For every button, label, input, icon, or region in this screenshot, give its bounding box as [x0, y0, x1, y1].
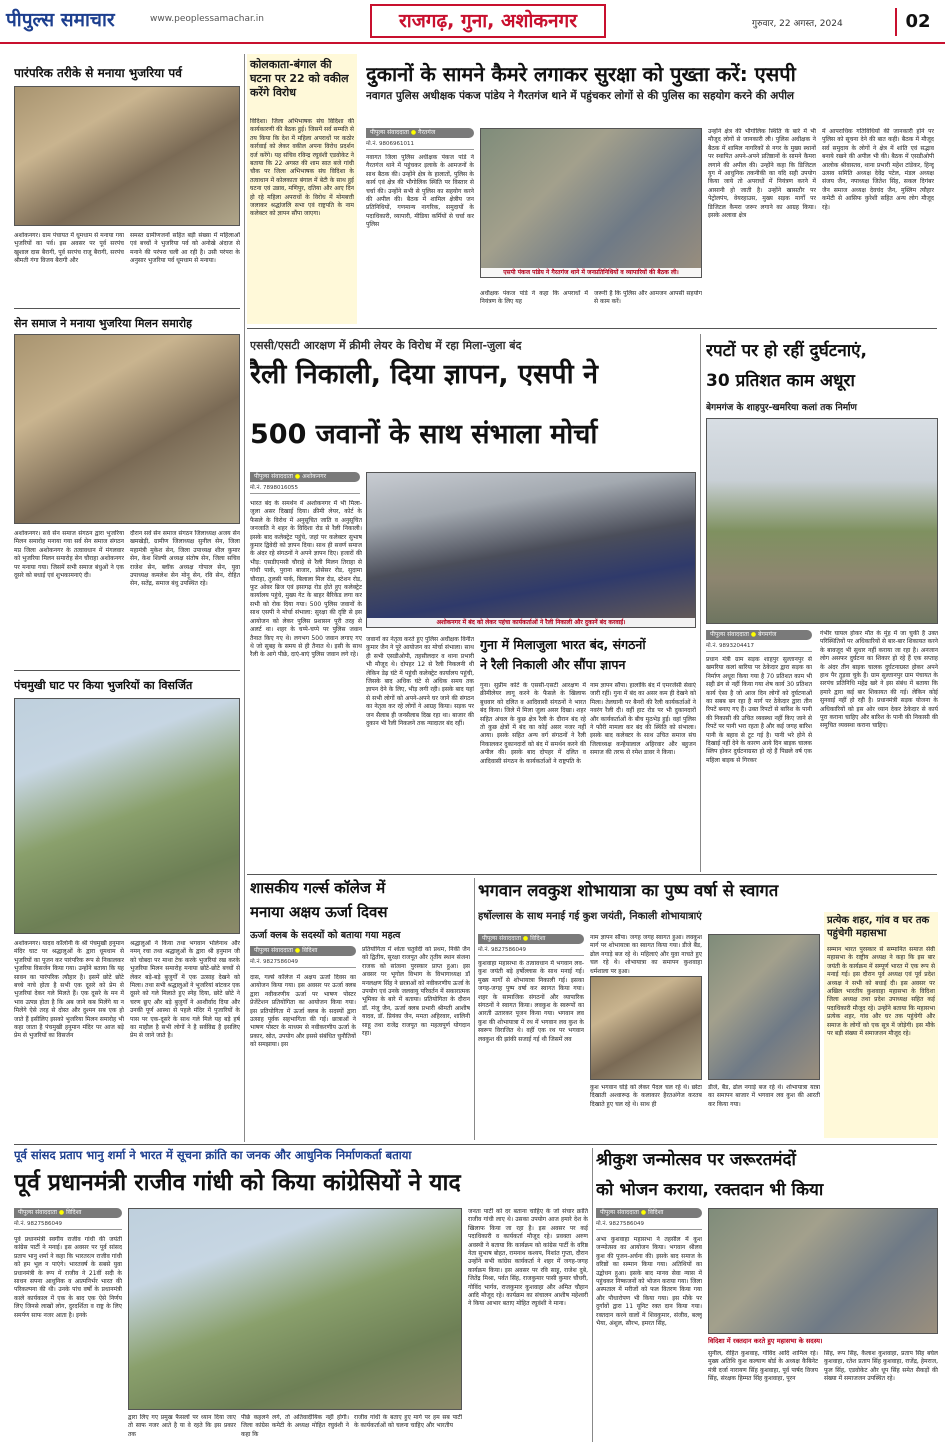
text-shrikush-col1: अभा कुशवाहा महासभा ने तहसील में कुश जन्मोत्सव का आयोजन किया। भगवान श्रीलव कुश की पूजन-अर्चना की। इसके बाद समाज के वरिष्ठों का सम्मान किया गया। अतिथियों का उद्बोधन हुआ। इसके बाद मानव सेवा न्यास में पहुंचकर निष्कजनों को भोजन कराया गया। जिला अस्पताल में मरीजों को फल वितरण किया गया और पौधारोपण भी किया गया। इस मौके पर दुर्गांवों द्वारा 11 यूनिट रक्त दान किया गया। रक्तदान करने वालों में शिवकुमार, संजीव, बल्लू भैया, अंशुल, सौरभ, इमरत सिंह, [596, 1236, 702, 1328]
photo-rajiv-tribute [128, 1208, 462, 1410]
subhead-sp: नवागत पुलिस अधीक्षक पंकज पांडेय ने गैरतगंज थाने में पहुंचकर लोगों से की पुलिस का सहयोग करने की अपील [366, 90, 795, 102]
text-rapte-col1: प्रधान मंत्री ग्राम सड़क शाहपुर सुल्तानपुर से खमरिया कलां बारिया पर ठेकेदार द्वारा सड़क का निर्माण अधूरा किया गया है 70 प्रतिशत काम भी सही ढंग से नहीं किया गया शेष कार्य 30 प्रतिशत कार्य ऐसा है जो आज दिन लोगों को दुर्घटनाओं का सबब बन रहा है मार्ग पर ठेकेदार द्वारा तीन रिपटें बनाए गए हैं। उक्त रिपटों से बारिश के पानी की निकासी की उचित व्यवस्था नहीं किए जाने से रिपटें पर पानी भरा रहता है और कई जगह बारिश पानी के बहाव से टूट गई है। पानी भरे होने से दिखाई नहीं देने के कारण आये दिन बाइक चालक स्लिप होकर दुर्घटनाग्रस्त हो रहे हैं पिछले वर्ष एक महिला बाइक से गिरकर [706, 656, 812, 764]
text-sp-under1: अधीक्षक पंकज पांडे ने कहा कि अपराधों में नियंत्रण के लिए यह [480, 290, 588, 306]
text-college-col2: प्रतियोगिता में श्वेता चतुर्वेदी को प्रथम, निकी जैन को द्वितीय, सुरक्षा राजपूत और तृतीय स्थान संजना राजक को सांत्वना पुरस्कार प्राप्त हुआ। इस अवसर पर भूगोल विभाग के विभागाध्यक्ष डॉ मनलक्षण सिंह ने छात्राओं को नवीकरणीय ऊर्जा के उपयोग एवं उनके जलवायु परिवर्तन में सकारात्मक भूमिका के बारे में बताया। प्रतियोगिता के दौरान डॉ. मंजू जैन, ऊर्जा क्लब प्रभारी श्रीमती आशीष यादव, डॉ. प्रियंका जैन, ममता अहिरवार, शालिनी साहू तथा राजेंद्र राजपूत का महत्वपूर्ण योगदान रहा। [362, 946, 470, 1038]
text-sp-col4: में आपराधिक गतिविधियों की जानकारी होने पर पुलिस को सूचना देने की बात कही। बैठक में मौजूद सर्व समुदाय के लोगों ने क्षेत्र में शांति एवं सद्भाव बनाये रखने की अपील भी की। बैठक में एसडीओपी आलोक श्रीवास्तव, थाना प्रभारी महेश टांडेकर, हिन्दू उत्सव समिति अध्यक्ष देवेंद्र पटेल, मंडल अध्यक्ष संजय जैन, नपाध्यक्ष जितेश सिंह, सकल दिगंबर जैन समाज अध्यक्ष देवचंद जैन, मुस्लिम त्यौहार कमेटी से आसिफ कुरेशी सहित अन्य लोग मौजूद रहे। [822, 128, 934, 211]
headline-kolkata: कोलकाता-बंगाल की घटना पर 22 को वकील करेंगे विरोध [250, 58, 349, 99]
text-rajiv-bottom2: पीछे कहलने लगे, तो अतिवादीयिक नहीं होगी। जिला कांग्रेस कमेटी के अध्यक्ष मोहित रघुवंशी ने कहा कि [241, 1414, 349, 1438]
byline-rajiv: पीपुल्स संवाददाता ● विदिशा [14, 1208, 122, 1218]
masthead [0, 0, 945, 44]
headline-rajiv: पूर्व प्रधानमंत्री राजीव गांधी को किया कांग्रेसियों ने याद [14, 1170, 461, 1196]
text-rajiv-bottom1: द्वारा लिए गए प्रमुख फैसलों पर ध्यान दिया जाए तो साफ नजर आते है या वे रहते कि इस प्रकार तक [128, 1414, 236, 1438]
subhead-rapte: बेगमगंज के शाहपुर-खमरिया कलां तक निर्माण [706, 403, 857, 413]
text-sen-col1: अशोकनगर। सर्व सेन समाज संगठन द्वारा भुजरिया मिलन समारोह मनाया गया सर्व सेन समाज संगठन मप्र जिला अशोकनगर के तत्वावधान में मंगलवार को भुजरिया मिलन समारोह सेन चौराहा अशोकनगर पर मनाया गया। जिसमें सभी समाज बंधुओं ने एक दूसरे को बधाई एवं शुभकामनाएं दी। [14, 530, 124, 580]
subhead-lavkush: हर्षोल्लास के साथ मनाई गई कुश जयंती, निकाली शोभायात्राएं [478, 911, 702, 922]
photo-shrikush-blood-donation [708, 1208, 938, 1334]
region-banner: राजगढ़, गुना, अशोकनगर [370, 4, 606, 38]
text-guna-col2: नाम ज्ञापन सौंपा। हालांकि बंद में एमरजेंसी सेवाएं जारी रहीं। गुना में बंद का असर कम ही देखने को मिला। तेलघानी पर बैनरों की रैली कार्यकर्ताओं ने नवरंग रैली दी। वहीं हाट रोड पर भी दुकानदारों और कार्यकर्ताओं के बीच मुठभेड़ हुई। वहां पुलिस ने फौरी मामला कर बंद की स्थिति को संभाला। इसके बाद कलेक्टर के साथ उचित समाज संघ जिलाध्यक्ष कन्हैयालाल अहिरवार और बहुजन समाज की तरफ से रमेश डावर ने किया। [590, 682, 696, 757]
text-bhujariya-col1: अशोकनगर। ग्राम पंचायत में धूमधाम से मनाया गया भुजरियों का पर्व। इस अवसर पर पूर्व सरपंच खुशाल दास बैरागी, पूर्व सरपंच राजू बैरागी, सरपंच श्रीमती गंगा विजय बैरागी और [14, 232, 124, 265]
headline-guna-1: गुना में मिलाजुला भारत बंद, संगठनों [480, 637, 646, 652]
text-bhujariya-col2: समस्त ग्रामीणजनों सहित बड़ी संख्या में महिलाओं एवं बच्चों ने भुजरिया पर्व को अनोखे अंदाज से मनाने की परंपरा चली आ रही है। उसी परंपरा के अनुसार भुजरिया पर्व धूमधाम से मनाया। [130, 232, 240, 265]
byline-lavkush: पीपुल्स संवाददाता ● विदिशा [478, 934, 584, 944]
byline-rapte: पीपुल्स संवाददाता ● बेगमगंज [706, 630, 812, 640]
mobile-lavkush: मो.नं. 9827586049 [478, 946, 584, 956]
mobile-sp: मो.नं. 9806961011 [366, 140, 474, 150]
text-guna-col1: गुना। सुप्रीम कोर्ट के एससी-एसटी आरक्षण में क्रीमीलेयर लागू करने के फैसले के खिलाफ बुधवार को दलित व आदिवासी संगठनों ने भारत बंद किया। जिले में मिला जुला असर दिखा। शहर सहित अंचल के कुछ क्षेत्र रैली के दौरान बंद रहे तो कुछ क्षेत्रों में बंद का कोई असर नजर नहीं आया। इसके सहित अन्य वर्ग संगठनों ने रैली निकालकर दुकानदारों को बंद में समर्थन करने की अपील की। इसके बाद दोपहर में दलित व आदिवासी संगठन के कार्यकर्ताओं ने राष्ट्रपति के [480, 682, 586, 765]
text-sp-col1: नवागत जिला पुलिस अधीक्षक पंकज पांडे ने गैरतगंज थाने में पहुंचकर इलाके के आमजनों के साथ बैठक की। उन्होंने क्षेत्र के हालातों, पुलिस के कार्य एवं क्षेत्र की भौगोलिक स्थिति पर विस्तार से चर्चा की। उन्होंने सभी से पुलिस का सहयोग करने की अपील की। बैठक में शामिल क्षेत्रीय जन प्रतिनिधियों, गणमान्य नागरिक, समुदायों के पदाधिकारी, व्यापारी, मीडिया कर्मियों से चर्चा कर पुलिस [366, 154, 474, 229]
caption-bharat-bandh: अशोकनगर में बंद को लेकर पहंचा कार्यकर्ताओं ने रैली निकाली और दुकानें बंद करवाईं। [367, 618, 695, 627]
headline-lavkush: भगवान लवकुश शोभायात्रा का पुष्प वर्षा से स्वागत [478, 881, 779, 900]
headline-shrikush-1: श्रीकुश जन्मोत्सव पर जरूरतमंदों [596, 1150, 796, 1170]
photo-lavkush-dj [708, 934, 820, 1080]
headline-bhujariya: पारंपरिक तरीके से मनाया भुजरिया पर्व [14, 66, 182, 80]
brand-logo: पीपुल्स समाचार [6, 9, 115, 31]
issue-date: गुरुवार, 22 अगस्त, 2024 [752, 19, 843, 29]
text-panchmukhi-col1: अशोकनगर। यादव कॉलोनी के श्री पंचमुखी हनुमान मंदिर घाट पर श्रद्धालुओं के द्वारा धूमधाम से भुजरियों का पूजन कर पारंपरिक रूप से निकालकर भुजरिया विसर्जन किया गया। उन्होंने बताया कि यह सावन का पारंपरिक त्यौहार है। इसमें छोटे छोटे बच्चे नाचे होता है सभी एक दूसरे को प्रेम से भुजरियां देकर गले मिलते हैं। एक दूसरे के मन में भाव उत्पन्न होता है कि अब जाने कब मिलेंगे या न मिलेंगे ऐसे तरह से दोस्त और दुश्मन सब एक हो जाते हैं इसीलिए इसको भुजरिया मिलन समारोह भी कहा जाता है पंचमुखी हनुमान मंदिर पर आज बड़े प्रेम से भुजरियों का विसर्जन [14, 940, 124, 1040]
headline-guna-2: ने रैली निकाली और सौंपा ज्ञापन [480, 657, 626, 672]
text-rajiv-col1: पूर्व प्रधानमंत्री स्वर्गीय राजीव गांधी की जयंती कांग्रेस पार्टी ने मनाई। इस अवसर पर पूर्व सांसद प्रताप भानु शर्मा ने कहा कि भारतरत्न राजीव गांधी को हम भूल न पाएंगे। भारतवर्ष के सबसे युवा प्रधानमंत्री के रूप में राजीव ने 21वीं सदी के साधन सपना आधुनिक व आत्मनिर्भर भारत की परिकल्पना की थी। उनके पांच वर्षों के प्रधानमंत्री काले कार्यकाल में एक के बाद एक ऐसे निर्णय लिए जिनसे लाखों लोग, दुरदर्शिता व राष्ट्र के लिए समर्पण साफ नजर आता है। इनके [14, 1236, 122, 1319]
photo-lavkush-procession [590, 976, 702, 1080]
headline-rapte-2: 30 प्रतिशत काम अधूरा [706, 371, 855, 391]
text-sp-col3: उन्होंने क्षेत्र की भौगोलिक स्थिति के बारे में भी मौजूद लोगों से जानकारी ली। पुलिस अधीक्षक ने बैठक में शामिल नागरिकों से नगर के मुख्य स्थानों पर स्थापित अपने-अपने प्रतिष्ठानों के सामने कैमरा लगाने की अपील की। उन्होंने कहा कि डिजिटल युग में आधुनिक तकनीकी का यदि सही उपयोग किया जाये तो अपराधों में नियंत्रण करने में आसानी हो जाती है। उन्होंने खासतौर पर पेट्रोलपंप, वेयरहाउस, मुख्य सड़क मार्गों पर डिजिटल कैमरा जरूर लगाने का आग्रह किया। इसके अलावा क्षेत्र [708, 128, 816, 220]
byline-shrikush: पीपुल्स संवाददाता ● विदिशा [596, 1208, 702, 1218]
headline-bharat-bandh-2: 500 जवानों के साथ संभाला मोर्चा [250, 419, 598, 450]
text-sp-under2: जरूरी है कि पुलिस और आमजन आपसी सहयोग से काम करें। [594, 290, 702, 306]
text-panchmukhi-col2: श्रद्धालुओं ने किया तथा भगवान भोलेनाथ और नमन् रचा तथा श्रद्धालुओं के द्वारा श्री हनुमान जी को चोबदा पर माथा टेक करके भुजरियां रख करके भुजरिया मिलन समारोह मनाया छोटे-छोटे बच्चों से लेकर बड़े-बड़े बुजुर्गों में एक उत्साह देखने को मिला। तथा सभी श्रद्धालुओं ने भुजरियां बांटकर एक दूसरे को गले मिलाते हुए स्नेह दिया, छोटे छोटे ने चरण छूए और बड़े बुजुर्गों ने आशीर्वाद दिया और उनकी पूर्ण आस्था से पहले मंदिर में पुजारियों के पास पर एक-दूसरे के साथ गले मिले यह बड़े हर्ष का माहौल है सभी लोगों ने है सर्वविद्य है इसलिए प्रेम से जाने जाते है। [130, 940, 240, 1040]
text-bharat-bandh-col2: जवानों का नेतृत्व करते हुए पुलिस अधीक्षक विनीत कुमार जैन ने पूरे आयोजन का मोर्चा संभाला। साथ ही सभी एसडीओपी, तहसीलदार व थाना प्रभारी भी मौजूद थे। दोपहर 12 से रैली निकलनी थी लेकिन डेढ़ घंटे में पहुंची कलेक्ट्रेट कार्यालय पहुंची, जिसके बाद अधिक घंटे से अधिक समय तक ज्ञापन देने के लिए, भीड़ लगी रही। इसके बाद यहां से सभी लोगों को अपने-अपने घर जाने की संगठन का नेतृत्व कर रहे लोगों ने आग्रह किया। सड़क पर जन सैलाब ही जनसैलाब दिख रहा था। बाजार की दुकान भी रैली निकलने तक न्यादातर बंद रहीं। [366, 636, 474, 728]
text-rajiv-bottom3: राजीव गांधी के बताए हुए मार्ग पर हम सब पार्टी के कार्यकर्ताओं को चलना चाहिए और भारतीय [354, 1414, 462, 1430]
mobile-college: मो.नं. 9827586049 [250, 958, 356, 968]
caption-lavkush-1: कुश भगवान घोड़े को लेकर पैदल चल रहे थे। छोटा दिखाती अश्वारूढ़ के कलाकार हैरतअंगेज करतब दिखाते हुए चल रहे थे। साथ ही [590, 1084, 702, 1108]
headline-sen: सेन समाज ने मनाया भुजरिया मिलन समारोह [14, 317, 192, 330]
text-rajiv-col3: जनता पार्टी को दर बताना चाहिए के जो संचार क्रांति राजीव गांधी लाए थे। उसका उपयोग आज हमारे देश के खिलाफ किया जा रहा है। इस अवसर पर कई पदाधिकारी व कार्यकर्ता मौजूद रहे। प्रवक्ता अरुण अवस्थी ने बताया कि कार्यक्रम को कांग्रेस पार्टी के वरिष्ठ नेता सुभाष बोहत, रामनाथ कश्यप, निशांत गुप्ता, दौरान उन्होंने सभी कांग्रेस कार्यकर्ता ने शहर में जगह-जगह कार्यक्रम किया। इस अवसर पर रवि साहू, राजेश दुबे, जितेंद्र मिश्रा, पर्वत सिंह, राजकुमार पासी कुमार चौधरी, गोविंद भार्गव, राजकुमार कुशवाहा और अमित चौहान आदि मौजूद रहे। कार्यक्रम का संचालन आशीष महेश्वरी ने किया आभार बताए मोहित रघुवंशी ने माना। [468, 1208, 588, 1308]
photo-sen-statue [14, 334, 240, 524]
page-number: 02 [895, 8, 939, 36]
text-kolkata: विदिशा। जिला अभिभाषक संघ विदिशा की कार्यकारणी की बैठक हुई। जिसमें सर्व सम्मति से तय किया कि देश में महिला अपराधों पर कठोर कार्रवाई को लेकर वकील अपना विरोध प्रदर्शन दर्ज करेंगे। यह संचिव रविन्द्र रघुवंशी एडवोकेट ने बताया कि 22 अगस्त की शाम सात बजे गांधी चौक पर जिला अभिभाषक संघ विदिशा के तत्वाधान में कोलकाता बंगाल में बेटी के साथ हुई घटना एवं उन्नाव, मणिपुर, दतिया और आए दिन हो रहे महिला अपराधों के विरोध में मोमबत्ती जलाकर श्रद्धांजलि सभा एवं राष्ट्रपति के नाम कलेक्टर को ज्ञापन सौंपा जाएगा। [250, 118, 354, 218]
website-url[interactable]: www.peoplessamachar.in [150, 14, 264, 24]
headline-shrikush-2: को भोजन कराया, रक्तदान भी किया [596, 1180, 824, 1200]
headline-sp: दुकानों के सामने कैमरे लगाकर सुरक्षा को पुख्ता करें: एसपी [366, 62, 796, 86]
text-mahasabha: सम्मान भारत पुरस्कार से सम्मानित समाज सेवी महासभा के राष्ट्रीय अध्यक्ष ने कहा कि इस बार जयंती के कार्यक्रम में सम्पूर्ण भारत में एक रूप से मनाई गई। इस दौरान पूर्व अध्यक्ष एवं पूर्व प्रदेश अध्यक्ष ने सभी को बधाई दी। इस अवसर पर अखिल भारतीय कुशवाहा महासभा के विदिशा जिला अध्यक्ष तथा प्रदेश उपाध्यक्ष सहित कई पदाधिकारी मौजूद रहे। उन्होंने बताया कि महासभा प्रत्येक शहर, गांव और घर तक पहुंचेगी और समाज के लोगों को एक सूत्र में जोड़ेगी। इस मौके पर बड़ी संख्या में समाजजन मौजूद रहे। [827, 946, 935, 1038]
photo-panchmukhi-ghat [14, 698, 240, 934]
mobile-rapte: मो.नं. 9893204417 [706, 642, 812, 652]
caption-sp: एसपी पंकज पांडेय ने गैरतगंज थाने में जनप्रतिनिधियों व व्यापारियों की बैठक ली। [481, 268, 701, 277]
headline-panchmukhi: पंचमुखी घाट पर किया भुजरियों का विसर्जित [14, 679, 193, 692]
text-lavkush-col1: कुशवाहा महासभा के तत्वावधान में भगवान लव-कुश जयंती बड़े हर्षोल्लास के साथ मनाई गई। मुख्य मार्गों से शोभायात्रा निकाली गई। इसका जगह-जगह पुष्प वर्षा कर स्वागत किया गया। शहर के सामाजिक संगठनों और व्यापारिक संगठनों ने स्वागत किया। लवकुश के स्वरूपों का आरती उतारकर पूजन किया गया। भगवान लव कुश की शोभायात्रा में रथ में भगवान लव कुश के स्वरूप विराजित थे। वहीं एक रथ पर भगवान लवकुश की झांकी सजाई गई थी जिसमें लव [478, 960, 584, 1043]
text-college-col1: दास, गर्ल्स कॉलेज में अक्षय ऊर्जा दिवस का आयोजन किया गया। इस अवसर पर ऊर्जा क्लब द्वारा नवीकरणीय ऊर्जा पर भाषण पोस्टर प्रेजेंटेशन प्रतियोगिता का आयोजन किया गया। इस प्रतियोगिता में ऊर्जा क्लब के सदस्यों द्वारा उत्साह पूर्वक सहभागिता की गई। छात्राओं ने भाषण पोस्टर के माध्यम से नवीकरणीय ऊर्जा के प्रकार, स्रोत, उपयोग और इससे संबंधित चुनौतियों को समझाया। इस [250, 974, 356, 1049]
headline-college-2: मनाया अक्षय ऊर्जा दिवस [250, 903, 388, 921]
photo-bhujariya-group [14, 86, 240, 226]
subhead-college: ऊर्जा क्लब के सदस्यों को बताया गया महत्व [250, 930, 401, 941]
caption-lavkush-2: डीजे, बैंड, ढोल नगाड़े बज रहे थे। शोभायात्रा यात्रा का समापन बाजार में भगवान लव कुश की आरती कर किया गया। [708, 1084, 820, 1108]
kicker-bharat-bandh: एससी/एसटी आरक्षण में क्रीमी लेयर के विरोध में रहा मिला-जुला बंद [250, 339, 522, 352]
byline-college: पीपुल्स संवाददाता ● विदिशा [250, 946, 356, 956]
text-shrikush-col2: सुनील, रोहित कुशवाह, गोविंद आदि शामिल रहे। मुख्य अतिथि कुश कल्याण बोर्ड के अध्यक्ष कैबिनेट मंत्री दर्जा नारायण सिंह कुशवाहा, पूर्व पार्षद विजय सिंह, संरक्षक हिम्मत सिंह कुशवाहा, पूरन [708, 1350, 818, 1383]
mobile-rajiv: मो.नं. 9827586049 [14, 1220, 122, 1230]
photo-rapte-road [706, 418, 938, 624]
headline-rapte-1: रपटों पर हो रहीं दुर्घटनाएं, [706, 341, 868, 361]
headline-mahasabha: प्रत्येक शहर, गांव व घर तक पहुंचेगी महासभा [827, 915, 930, 939]
text-rapte-col2: गंभीर घायल होकर मौत के मुंह में जा चुकी है उक्त परिस्थितियों पर अधिकारियों से बार-बार शिकायत करने के बावजूद भी सुधार नहीं कराया जा रहा है। अनजान लोग असफर दुर्घटना का शिकार हो रहे हैं एक सप्ताह के अंदर तीन बाइक चालक दुर्घटनाग्रस्त होकर अपने हाथ पैर तुड़वा चुके हैं। ग्राम सुल्तानपुर ग्राम पंचायत के सरपंच प्रतिनिधि महेंद्र खरे ने इस संबंध में बताया कि हमारे द्वारा कई बार शिकायत की गई। लेकिन कोई सुनवाई नहीं हो रही है। प्रधानमंत्री सड़क योजना के अधिकारियों को इस ओर ध्यान देकर ठेकेदार से कार्य पूरा कराना चाहिए और बारिश के पानी की निकासी की समुचित व्यवस्था कराना चाहिए। [820, 630, 938, 730]
caption-shrikush: विदिशा में रक्तदान करते हुए महासभा के सदस्य। [708, 1337, 823, 1345]
headline-college-1: शासकीय गर्ल्स कॉलेज में [250, 879, 386, 897]
kicker-rajiv: पूर्व सांसद प्रताप भानु शर्मा ने भारत में सूचना क्रांति का जनक और आधुनिक निर्माणकर्ता बताया [14, 1148, 412, 1162]
text-bharat-bandh-col1: भारत बंद के समर्थन में अशोकनगर में भी मिला-जुला असर दिखाई दिया। क्रीमी लेयर, कोर्ट के फैसले के विरोध में अनुसूचित जाति व अनुसूचित जनजाति ने शहर के विदिशा रोड से रैली निकाली। इसके बाद कलेक्ट्रेट पहुंचे, जहां पर कलेक्टर सुभाष कुमार द्विवेदी को ज्ञापन दिया। साथ ही सवर्ण समाज के अंदर रहे संगठनों ने अपने ज्ञापन दिए। हजारों की भीड़: एसडीएमसी चौराहे से रैली मिलन तिराहा से गांधी पार्क, पुराना बाजार, प्रोसेसर रोड, सुदामा चौराहा, तुलसी पार्क, बिलाला मिल रोड, स्टेशन रोड, फूट ओवर ब्रिज एवं इसागढ़ रोड होते हुए कलेक्ट्रेट कार्यालय पहुंचे, मुख्य गेट के बाहर बैरिकेड लगा कर सभी को रोक दिया गया। 500 पुलिस जवानों के साथ एसपी ने मोर्चा संभाला: सुरक्षा की दृष्टि से इस आयोजन को लेकर पुलिस प्रशासन पूरी तरह से अलर्ट था। शहर के चप्पे-चप्पे पर पुलिस जवान तैनात किए गए थे। लगभग 500 जवान लगाए गए थे जो सुबह के समय से ही तैनात थे। इसी के साथ रैली के आगे पीछे, दाएं-बाएं पुलिस जवान लगे रहे। [250, 500, 362, 659]
text-shrikush-col3: सिंह, रूप सिंह, कैलाश कुशवाहा, प्रताप सिंह बघेल कुशवाहा, रतेश प्रताप सिंह कुशवाहा, राजेंद्र, हेमराज, फूल सिंह, एडवोकेट और धूप सिंह समेत सैकड़ों की संख्या में समाजजन उपस्थित रहे। [824, 1350, 938, 1383]
photo-bharat-bandh-rally [366, 472, 696, 628]
mobile-shrikush: मो.नं. 9827586049 [596, 1220, 702, 1230]
byline-bharat-bandh: पीपुल्स संवाददाता ● अशोकनगर [250, 472, 360, 482]
text-lavkush-col2: नाम ज्ञापन सौंपा। जगह जगह स्वागत हुआ। लवकुश मार्ग पर शोभायात्रा का स्वागत किया गया। डीजे बैंड, ढोल नगाड़े बज रहे थे। महिलाएं और युवा नाचते हुए चल रहे थे। शोभायात्रा का समापन कुशवाहा धर्मशाला पर हुआ। [590, 934, 702, 974]
headline-bharat-bandh-1: रैली निकाली, दिया ज्ञापन, एसपी ने [250, 359, 598, 390]
text-sen-col2: दौरान सर्व सेन समाज संगठन जिलाध्यक्ष अजय सेन खमखेड़ी, ग्रामीण जिलाध्यक्ष सुनील सेन, जिला महामंत्री मुकेश सेन, जिला उपाध्यक्ष शील कुमार सेन, केश शिल्पी अध्यक्ष संतोष सेन, जिला सचिव राजेश सेन, ब्लॉक अध्यक्ष गोपाल सेन, युवा उपाध्यक्ष कमलेश सेन मोनू सेन, रवि सेन, रोहित सेन, सतेंद्र, समाज बंधु उपस्थित रहे। [130, 530, 240, 588]
byline-sp: पीपुल्स संवाददाता ● गैरतगंज [366, 128, 474, 138]
mobile-bharat-bandh: मो.नं. 7898016055 [250, 484, 360, 494]
photo-sp-meeting [480, 128, 702, 278]
